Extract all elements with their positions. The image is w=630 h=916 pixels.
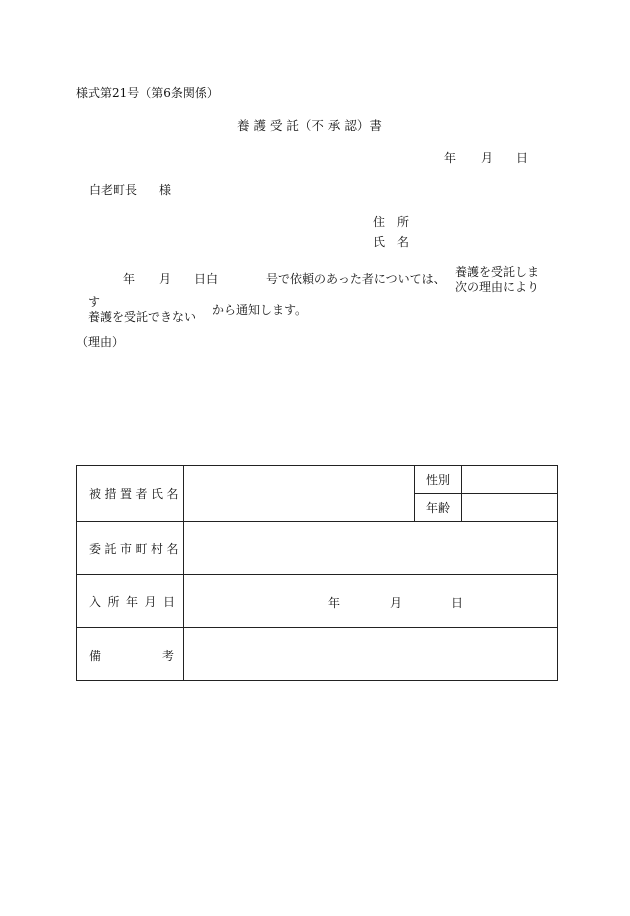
person-name-label: 被措置者氏名 bbox=[77, 466, 184, 522]
table-row-municipality bbox=[77, 522, 558, 575]
form-number: 様式第21号（第6条関係） bbox=[76, 86, 219, 100]
sex-label: 性別 bbox=[415, 466, 462, 494]
date-year-label: 年 bbox=[444, 151, 457, 165]
date-month-label: 月 bbox=[481, 151, 494, 165]
municipality-value[interactable] bbox=[184, 522, 558, 575]
option-decline: 養護を受託できない bbox=[88, 310, 197, 324]
body-year: 年 bbox=[123, 272, 136, 286]
option-reason-prefix: 次の理由により bbox=[455, 280, 540, 294]
body-number-text: 号で依頼のあった者については、 bbox=[266, 272, 446, 286]
sex-value[interactable] bbox=[462, 466, 558, 494]
age-value[interactable] bbox=[462, 494, 558, 522]
address-label: 住 所 bbox=[373, 215, 410, 229]
body-closing: から通知します。 bbox=[212, 303, 308, 317]
table-row-name bbox=[77, 466, 558, 494]
addressee-name: 白老町長 bbox=[89, 183, 138, 197]
table-row-remarks bbox=[77, 628, 558, 681]
admission-label: 入所年月日 bbox=[77, 575, 184, 628]
option-accept: 養護を受託しま bbox=[455, 265, 540, 279]
remarks-value[interactable] bbox=[184, 628, 558, 681]
admission-year: 年 bbox=[328, 596, 341, 610]
body-day: 日白 bbox=[194, 272, 219, 286]
document-title: 養 護 受 託（不 承 認）書 bbox=[237, 118, 382, 133]
reason-label: （理由） bbox=[76, 335, 125, 349]
addressee-honorific: 様 bbox=[159, 183, 172, 197]
remarks-label bbox=[77, 628, 184, 681]
remarks-label-2: 考 bbox=[162, 649, 175, 663]
name-label: 氏 名 bbox=[373, 235, 410, 249]
details-table bbox=[76, 465, 558, 681]
remarks-label-1: 備 bbox=[89, 649, 102, 663]
admission-day: 日 bbox=[451, 596, 464, 610]
table-row-admission bbox=[77, 575, 558, 628]
body-month: 月 bbox=[159, 272, 172, 286]
admission-month: 月 bbox=[390, 596, 403, 610]
admission-value[interactable] bbox=[184, 575, 558, 628]
person-name-value[interactable] bbox=[184, 466, 415, 522]
age-label: 年齢 bbox=[415, 494, 462, 522]
option-accept-cont: す bbox=[88, 295, 101, 309]
municipality-label: 委託市町村名 bbox=[77, 522, 184, 575]
date-day-label: 日 bbox=[516, 151, 529, 165]
